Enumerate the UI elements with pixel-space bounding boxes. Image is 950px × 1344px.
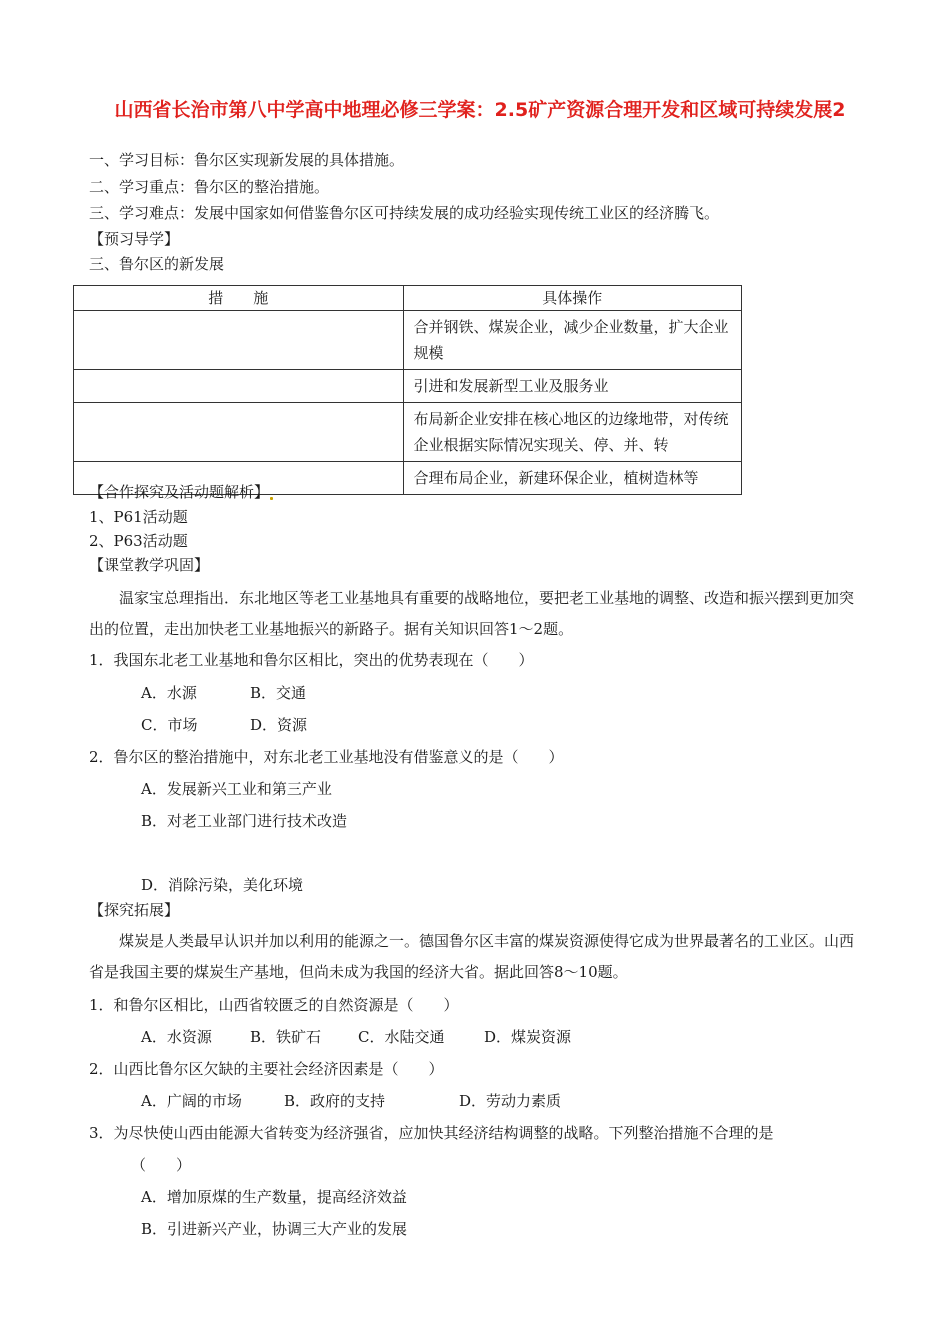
table-cell-measure xyxy=(74,370,404,403)
class-question-2: 2．鲁尔区的整治措施中，对东北老工业基地没有借鉴意义的是（ ） xyxy=(89,748,564,766)
document-title: 山西省长治市第八中学高中地理必修三学案：2.5矿产资源合理开发和区域可持续发展2 xyxy=(114,99,846,121)
option: A．水源 xyxy=(141,684,197,702)
option: D．消除污染，美化环境 xyxy=(141,876,304,894)
option: D．资源 xyxy=(250,716,308,734)
option: B．引进新兴产业，协调三大产业的发展 xyxy=(141,1220,408,1238)
option: C．水陆交通 xyxy=(358,1028,445,1046)
option: D．煤炭资源 xyxy=(484,1028,572,1046)
table-header-row xyxy=(74,286,742,311)
class-question-1: 1．我国东北老工业基地和鲁尔区相比，突出的优势表现在（ ） xyxy=(89,651,534,669)
table-header-measure: 措 施 xyxy=(74,286,404,311)
table-cell-action: 合理布局企业，新建环保企业，植树造林等 xyxy=(403,462,742,495)
option: C．市场 xyxy=(141,716,198,734)
table-row xyxy=(74,311,742,370)
class-heading: 【课堂教学巩固】 xyxy=(89,556,210,574)
class-intro: 温家宝总理指出．东北地区等老工业基地具有重要的战略地位，要把老工业基地的调整、改造和振兴摆到更加突出的位置，走出加快老工业基地振兴的新路子。据有关知识回答1～2题。 xyxy=(89,589,855,638)
option: B．对老工业部门进行技术改造 xyxy=(141,812,348,830)
option: B．政府的支持 xyxy=(284,1092,386,1110)
explore-intro: 煤炭是人类最早认识并加以利用的能源之一。德国鲁尔区丰富的煤炭资源使得它成为世界最著名的工业区。山西省是我国主要的煤炭生产基地，但尚未成为我国的经济大省。据此回答8～10题。 xyxy=(89,932,855,981)
table-cell-measure xyxy=(74,403,404,462)
option: D．劳动力素质 xyxy=(459,1092,562,1110)
coop-item: 1、P61活动题 xyxy=(89,508,188,526)
answer-blank: （ ） xyxy=(131,1156,192,1174)
table-cell-action: 引进和发展新型工业及服务业 xyxy=(403,370,742,403)
table-row xyxy=(74,403,742,462)
explore-heading: 【探究拓展】 xyxy=(89,901,180,919)
option: A．广阔的市场 xyxy=(141,1092,242,1110)
section-heading: 三、鲁尔区的新发展 xyxy=(89,255,225,273)
coop-item: 2、P63活动题 xyxy=(89,532,188,550)
learning-key-point: 二、学习重点：鲁尔区的整治措施。 xyxy=(89,178,330,196)
measures-table xyxy=(73,285,742,495)
option: B．铁矿石 xyxy=(250,1028,322,1046)
learning-goal: 一、学习目标：鲁尔区实现新发展的具体措施。 xyxy=(89,151,405,169)
mark-dot xyxy=(270,497,273,500)
explore-question-2: 2．山西比鲁尔区欠缺的主要社会经济因素是（ ） xyxy=(89,1060,444,1078)
coop-heading: 【合作探究及活动题解析】 xyxy=(89,482,274,502)
table-row xyxy=(74,370,742,403)
learning-difficulty: 三、学习难点：发展中国家如何借鉴鲁尔区可持续发展的成功经验实现传统工业区的经济腾飞。 xyxy=(89,204,720,222)
option: B．交通 xyxy=(250,684,307,702)
option: A．水资源 xyxy=(141,1028,212,1046)
table-cell-action: 布局新企业安排在核心地区的边缘地带，对传统企业根据实际情况实现关、停、并、转 xyxy=(403,403,742,462)
table-cell-action: 合并钢铁、煤炭企业，减少企业数量，扩大企业规模 xyxy=(403,311,742,370)
option: A．增加原煤的生产数量，提高经济效益 xyxy=(141,1188,407,1206)
option: A．发展新兴工业和第三产业 xyxy=(141,780,332,798)
table-header-action: 具体操作 xyxy=(403,286,742,311)
preview-heading: 【预习导学】 xyxy=(89,230,180,248)
explore-question-3: 3．为尽快使山西由能源大省转变为经济强省，应加快其经济结构调整的战略。下列整治措施不合理的是 xyxy=(89,1124,774,1142)
explore-question-1: 1．和鲁尔区相比，山西省较匮乏的自然资源是（ ） xyxy=(89,996,459,1014)
table-cell-measure xyxy=(74,311,404,370)
